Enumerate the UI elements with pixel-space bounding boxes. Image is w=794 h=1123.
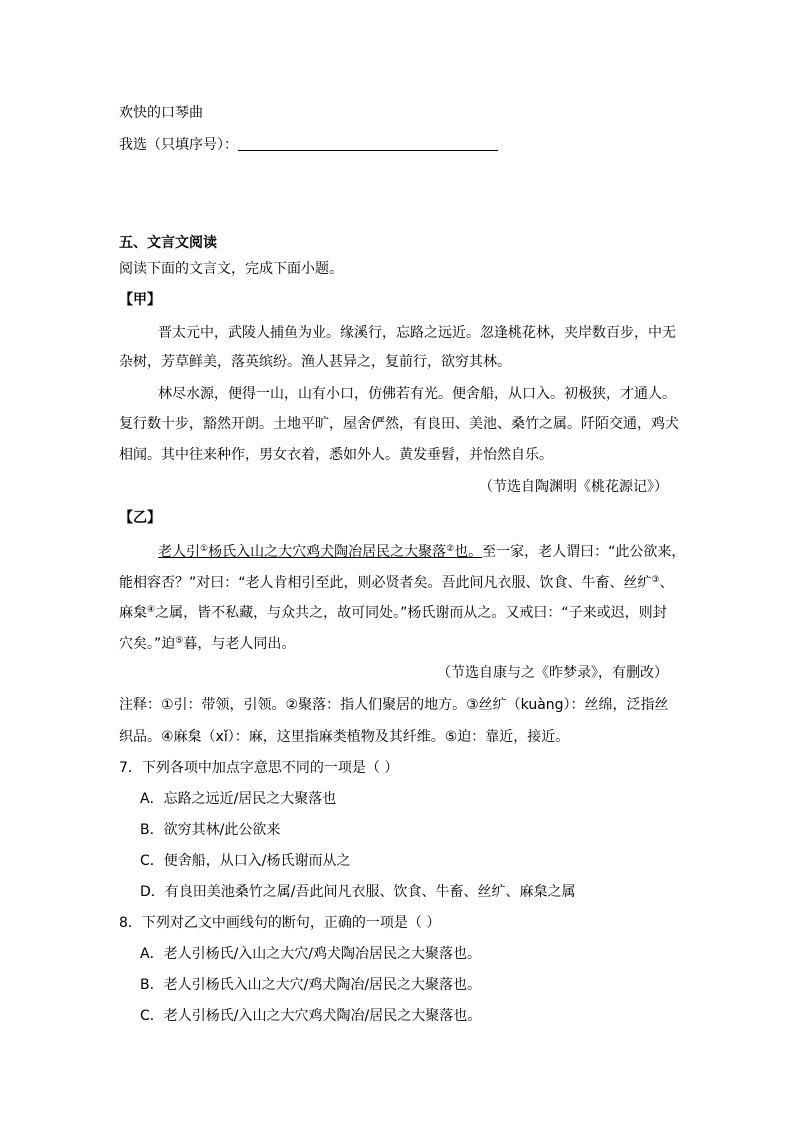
text-line: 欢快的口琴曲 xyxy=(119,105,203,121)
yi-text: 暮，与老人同出。 xyxy=(183,636,296,652)
yi-text: 也。 xyxy=(454,544,483,560)
jia-source: （节选自陶渊明《桃花源记》） xyxy=(479,479,668,495)
underlined-sentence xyxy=(158,544,482,560)
yi-source: （节选自康与之《昨梦录》，有删改） xyxy=(437,665,668,681)
yi-line xyxy=(158,539,685,562)
yi-text: 杨氏入山之大穴鸡犬陶冶居民之大聚落 xyxy=(208,544,447,560)
jia-line: 相闻。其中往来种作，男女衣着，悉如外人。黄发垂髫，并怡然自乐。 xyxy=(119,447,553,463)
yi-text: 之属，皆不私藏，与众共之，故可同处。”杨氏谢而从之。又戒曰：“子来或迟，则封 xyxy=(155,605,667,621)
option-8b[interactable]: B．老人引杨氏入山之大穴/鸡犬陶冶/居民之大聚落也。 xyxy=(140,977,482,993)
option-7c[interactable]: C．便舍船，从口入/杨氏谢而从之 xyxy=(140,853,351,869)
jia-line: 复行数十步，豁然开朗。土地平旷，屋舍俨然，有良田、美池、桑竹之属。阡陌交通，鸡犬 xyxy=(119,416,679,432)
option-7a[interactable]: A．忘路之远近/居民之大聚落也 xyxy=(140,791,337,807)
yi-text: 能相容否？”对曰：“老人肯相引至此，则必贤者矣。吾此间凡衣服、饮食、牛畜、丝纩 xyxy=(119,575,652,591)
yi-text: 、 xyxy=(659,575,674,591)
note-marker: ③ xyxy=(651,575,660,585)
answer-blank[interactable] xyxy=(238,136,498,151)
option-7b[interactable]: B．欲穷其林/此公欲来 xyxy=(140,822,281,838)
yi-text: 穴矣。”迫 xyxy=(119,636,176,652)
yi-text: 老人引 xyxy=(158,544,200,560)
passage-yi-label: 【乙】 xyxy=(119,510,161,526)
yi-text: 麻枲 xyxy=(119,605,147,621)
jia-line: 林尽水源，便得一山，山有小口，仿佛若有光。便舍船，从口入。初极狭，才通人。 xyxy=(158,386,676,402)
jia-line: 晋太元中，武陵人捕鱼为业。缘溪行，忘路之远近。忽逢桃花林，夹岸数百步，中无 xyxy=(158,325,676,341)
notes-line: 注释：①引：带领，引领。②聚落：指人们聚居的地方。③丝纩（kuàng）：丝绵，泛指丝 xyxy=(119,697,669,713)
jia-line: 杂树，芳草鲜美，落英缤纷。渔人甚异之，复前行，欲穷其林。 xyxy=(119,354,511,370)
option-7d[interactable]: D．有良田美池桑竹之属/吾此间凡衣服、饮食、牛畜、丝纩、麻枲之属 xyxy=(140,884,576,900)
option-8c[interactable]: C．老人引杨氏/入山之大穴鸡犬陶冶/居民之大聚落也。 xyxy=(140,1008,482,1024)
option-8a[interactable]: A．老人引杨氏/入山之大穴/鸡犬陶冶居民之大聚落也。 xyxy=(140,946,482,962)
yi-line xyxy=(119,600,667,623)
section-title: 五、文言文阅读 xyxy=(119,235,217,251)
answer-line xyxy=(119,135,498,155)
yi-line xyxy=(119,631,295,654)
answer-prompt: 我选（只填序号）： xyxy=(119,137,238,153)
passage-jia-label: 【甲】 xyxy=(119,292,161,308)
note-marker: ④ xyxy=(147,605,156,615)
instruction: 阅读下面的文言文，完成下面小题。 xyxy=(119,261,343,277)
note-marker: ⑤ xyxy=(175,636,184,646)
yi-text: 至一家，老人谓曰：“此公欲来， xyxy=(482,544,686,560)
note-marker: ① xyxy=(200,544,209,554)
yi-line xyxy=(119,570,674,593)
notes-line: 织品。④麻枲（xǐ）：麻，这里指麻类植物及其纤维。⑤迫：靠近，接近。 xyxy=(119,729,570,745)
question-7: 7．下列各项中加点字意思不同的一项是（ ） xyxy=(119,760,399,776)
note-marker: ② xyxy=(446,544,455,554)
question-8: 8．下列对乙文中画线句的断句，正确的一项是（ ） xyxy=(119,915,441,931)
